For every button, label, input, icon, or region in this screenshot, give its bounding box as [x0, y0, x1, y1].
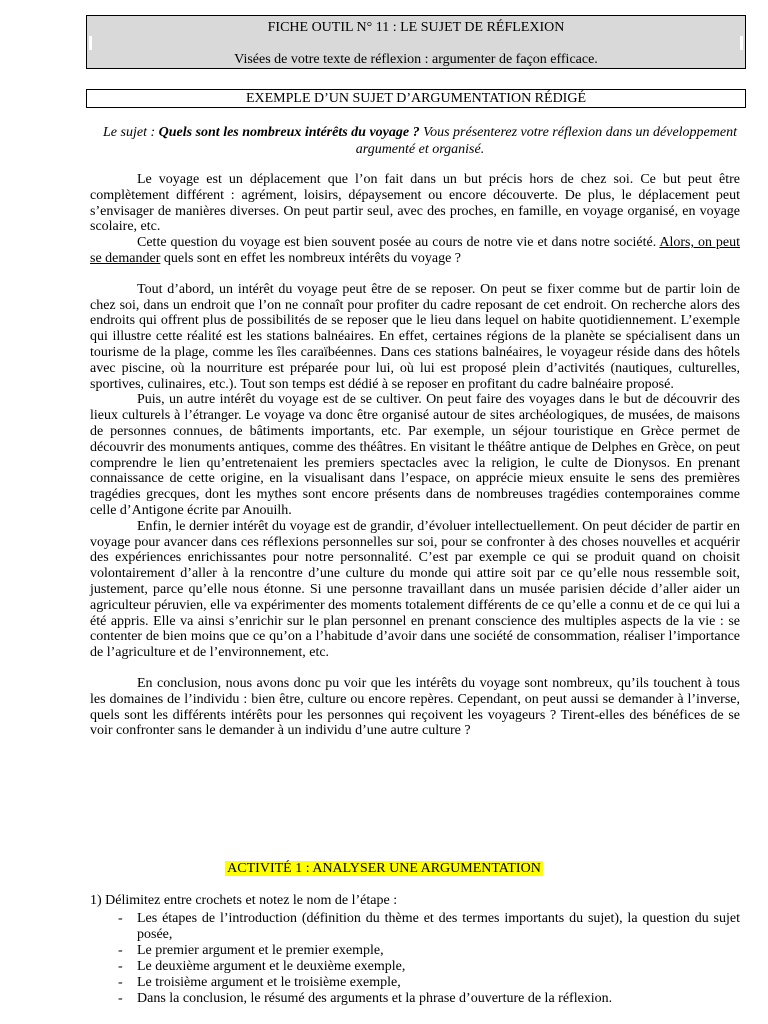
intro-paragraph-1: Le voyage est un déplacement que l’on fait dans un but précis hors de chez soi. Ce but peut être complètement différent : agrément, loisirs, dépaysement ou encore découverte. De plus, le déplacement peut s’envisager de manières diverses. On peut partir seul, avec des proches, en famille, en voyage organisé, en voyage scolaire, etc. — [90, 172, 740, 235]
activity-question: 1) Délimitez entre crochets et notez le nom de l’étape : — [90, 893, 398, 908]
header-left-marker — [89, 36, 92, 50]
intro-paragraph-2 — [90, 235, 740, 267]
argument-paragraph-3: Enfin, le dernier intérêt du voyage est de grandir, d’évoluer intellectuellement. On peut décider de partir en voyage pour avancer dans ces réflexions personnelles sur soi, pour se confronter à des choses nouvelles et acquérir des expériences enrichissantes pour notre personnalité. C’est par exemple ce qui se produit quand on choisit volontairement d’aller à la rencontre d’une culture du monde qui attire soit par ce qu’elle nous ressemble soit, justement, parce qu’elle nous étonne. Si une personne travaillant dans un musée parisien décide d’aller aider un agriculteur péruvien, elle va expérimenter des moments totalement différents de ce qu’elle a connu et de ce qui lui a été appris. Elle va ainsi s’enrichir sur le plan personnel en prenant conscience des multiples aspects de la vie : se contenter de bien moins que ce qu’on a l’habitude d’avoir dans une société de consommation, réaliser l’importance de l’agriculture et de l’environnement, etc. — [90, 518, 740, 661]
intro-p2-start: Cette question du voyage est bien souvent posée au cours de notre vie et dans notre société. — [137, 235, 660, 251]
conclusion-paragraph: En conclusion, nous avons donc pu voir que les intérêts du voyage sont nombreux, qu’ils touchent à tous les domaines de l’individu : bien être, culture ou encore repères. Cependant, on peut aussi se demander à l’inverse, quels sont les différents intérêts pour les personnes qui reçoivent les voyageurs ? Tirent-elles des bénéfices de se voir confronter sans le demander à un individu d’une autre culture ? — [90, 675, 740, 739]
argument-paragraph-1: Tout d’abord, un intérêt du voyage peut être de se reposer. On peut se fixer comme but de partir loin de chez soi, dans un endroit que l’on ne connaît pour profiter du cadre reposant de cet endroit. On recherche alors des endroits qui offrent plus de possibilités de se reposer que le lieu dans lequel on habite quotidiennement. L’exemple qui illustre cette réalité est les stations balnéaires. En effet, certaines régions de la planète se spécialisent dans un tourisme de la plage, comme les îles caraïbéennes. Dans ces stations balnéaires, le voyageur réside dans des hôtels avec piscine, où la nourriture est préparée pour lui, où lui est proposé plein d’activités (nautiques, culturelles, sportives, culinaires, etc.). Tout son temps est dédié à se reposer en profitant du cadre balnéaire proposé. — [90, 281, 740, 392]
argument-paragraph-2: Puis, un autre intérêt du voyage est de se cultiver. On peut faire des voyages dans le but de découvrir des lieux culturels à l’étranger. Le voyage va donc être organisé autour de sites archéologiques, de musées, de maisons de personnes connues, de bâtiments importants, etc. Par exemple, un séjour touristique en Grèce permet de découvrir des monuments antiques, comme des théâtres. En visitant le théâtre antique de Delphes en Grèce, on peut comprendre le lien qu’entretenaient les premiers spectacles avec la religion, le culte de Dionysos. En prenant connaissance de cette origine, en la visualisant dans l’espace, on apprécie mieux ensuite le sens des premières tragédies grecques, dont les mythes sont encore présents dans de nombreuses tragédies contemporaines comme celle d’Antigone écrite par Anouilh. — [90, 392, 740, 518]
worksheet-header — [86, 15, 746, 69]
worksheet-subtitle: Visées de votre texte de réflexion : argumenter de façon efficace. — [234, 52, 598, 67]
list-item: - Les étapes de l’introduction (définition du thème et des termes importants du sujet), la question du sujet posée, — [90, 911, 740, 943]
essay-body — [90, 172, 740, 739]
subject-label: Le sujet : — [103, 125, 159, 140]
subject-question: Quels sont les nombreux intérêts du voyage ? — [158, 125, 420, 140]
essay-subject — [95, 125, 745, 158]
subject-instruction: Vous présenterez votre réflexion dans un développement argumenté et organisé. — [355, 125, 737, 157]
activity-steps-list — [90, 911, 740, 1007]
list-item: - Le premier argument et le premier exemple, — [90, 943, 740, 959]
intro-p2-end: quels sont en effet les nombreux intérêts du voyage ? — [160, 250, 462, 266]
list-item: - Dans la conclusion, le résumé des arguments et la phrase d’ouverture de la réflexion. — [90, 991, 740, 1007]
list-item: - Le deuxième argument et le deuxième exemple, — [90, 959, 740, 975]
activity-title: ACTIVITÉ 1 : ANALYSER UNE ARGUMENTATION — [227, 861, 541, 876]
intro-p2-underlined: Alors, on peut se demander — [90, 235, 741, 266]
activity-heading — [0, 860, 768, 878]
list-item: - Le troisième argument et le troisième exemple, — [90, 975, 740, 991]
worksheet-title: FICHE OUTIL N° 11 : LE SUJET DE RÉFLEXION — [267, 20, 565, 35]
example-heading: EXEMPLE D’UN SUJET D’ARGUMENTATION RÉDIGÉ — [86, 89, 746, 108]
header-right-marker — [740, 36, 743, 50]
